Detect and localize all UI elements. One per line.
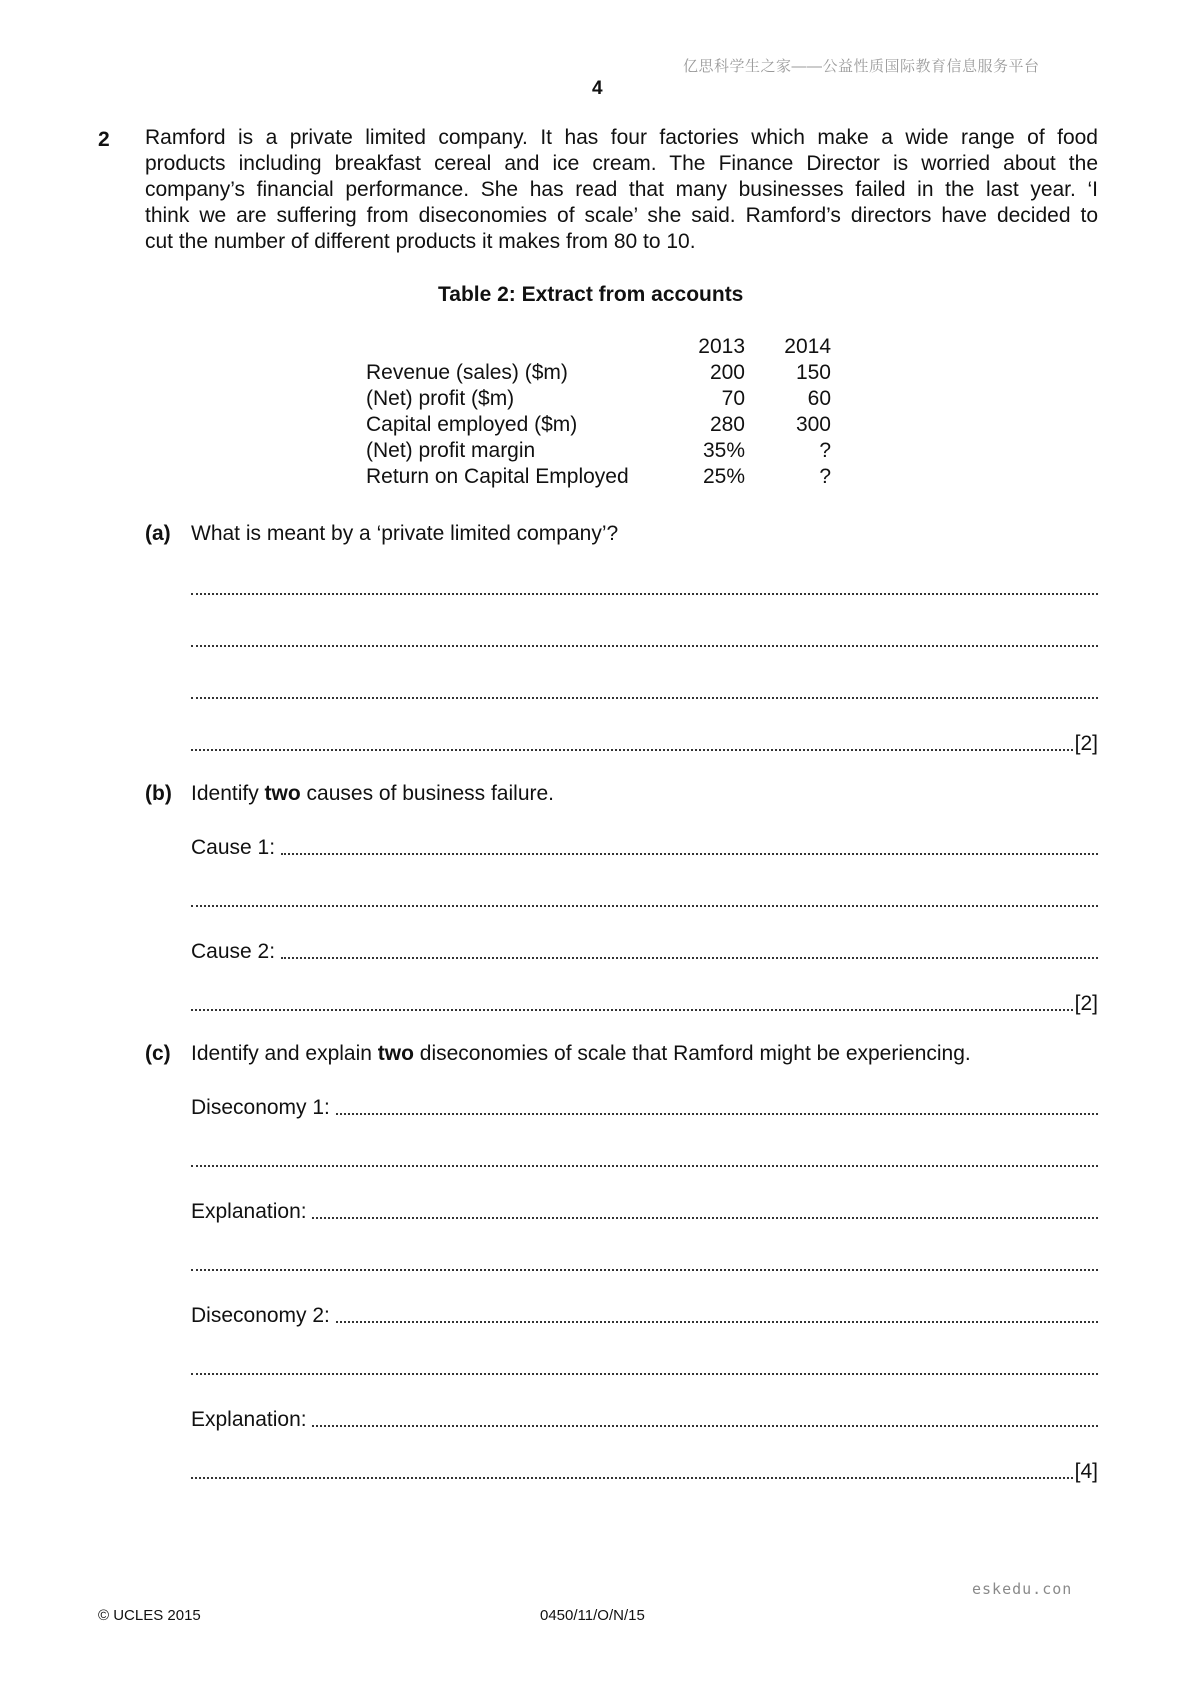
answer-line[interactable] — [191, 1356, 1098, 1380]
question-text: Identify — [191, 782, 265, 805]
marks-label: [2] — [1074, 992, 1098, 1015]
cell-2013: 35% — [702, 439, 745, 462]
answer-line[interactable] — [191, 576, 1098, 600]
intro-line: think we are suffering from diseconomies of scale’ she said. Ramford’s directors have decided to — [145, 204, 1098, 227]
answer-line[interactable] — [191, 1460, 1098, 1484]
diseconomy-2-line[interactable] — [191, 1304, 1098, 1328]
question-emphasis: two — [377, 1042, 414, 1065]
cell-2013: 25% — [702, 465, 745, 488]
table-row — [366, 412, 831, 438]
accounts-table — [366, 334, 831, 490]
line-prefix: Diseconomy 2: — [191, 1304, 336, 1327]
marks-label: [4] — [1074, 1460, 1098, 1483]
intro-line: company’s financial performance. She has read that many businesses failed in the last year. ‘I — [145, 178, 1098, 201]
line-prefix: Diseconomy 1: — [191, 1096, 336, 1119]
year-header: 2013 — [698, 335, 745, 358]
line-prefix: Explanation: — [191, 1200, 313, 1223]
answer-line[interactable] — [191, 888, 1098, 912]
row-label: Capital employed ($m) — [366, 413, 578, 436]
answer-line[interactable] — [191, 1252, 1098, 1276]
explanation-2-line[interactable] — [191, 1408, 1098, 1432]
question-text: Identify and explain — [191, 1042, 378, 1065]
cell-2014: ? — [819, 465, 831, 488]
answer-line[interactable] — [191, 628, 1098, 652]
cell-2013: 70 — [721, 387, 745, 410]
answer-line[interactable] — [191, 732, 1098, 756]
footer-code: 0450/11/O/N/15 — [540, 1607, 645, 1624]
footer-copyright: © UCLES 2015 — [98, 1607, 201, 1624]
question-text: causes of business failure. — [300, 782, 555, 805]
cell-2014: 60 — [807, 387, 831, 410]
row-label: (Net) profit margin — [366, 439, 536, 462]
part-a-label: (a) — [145, 522, 171, 545]
explanation-1-line[interactable] — [191, 1200, 1098, 1224]
line-prefix: Cause 1: — [191, 836, 281, 859]
watermark-bottom: eskedu.con — [972, 1580, 1073, 1598]
cell-2014: 300 — [795, 413, 831, 436]
marks-label: [2] — [1074, 732, 1098, 755]
table-row — [366, 360, 831, 386]
table-row — [366, 438, 831, 464]
intro-line: products including breakfast cereal and ice cream. The Finance Director is worried about the — [145, 152, 1098, 175]
question-intro — [145, 125, 1098, 255]
part-a-question: What is meant by a ‘private limited company’? — [191, 522, 619, 545]
row-label: Return on Capital Employed — [366, 465, 629, 488]
answer-line[interactable] — [191, 992, 1098, 1016]
answer-line[interactable] — [191, 1148, 1098, 1172]
cell-2014: 150 — [795, 361, 831, 384]
cell-2014: ? — [819, 439, 831, 462]
intro-line: Ramford is a private limited company. It has four factories which make a wide range of food — [145, 126, 1098, 149]
cause-1-line[interactable] — [191, 836, 1098, 860]
part-b-label: (b) — [145, 782, 172, 805]
part-b-question — [191, 782, 554, 806]
line-prefix: Cause 2: — [191, 940, 281, 963]
watermark-top: 亿思科学生之家——公益性质国际教育信息服务平台 — [683, 58, 1040, 75]
table-title: Table 2: Extract from accounts — [438, 283, 744, 306]
page-number: 4 — [592, 78, 603, 99]
year-header: 2014 — [784, 335, 831, 358]
table-row — [366, 386, 831, 412]
row-label: Revenue (sales) ($m) — [366, 361, 568, 384]
table-header-row — [366, 334, 831, 360]
line-prefix: Explanation: — [191, 1408, 313, 1431]
question-text: diseconomies of scale that Ramford might be experiencing. — [413, 1042, 971, 1065]
table-row — [366, 464, 831, 490]
cell-2013: 200 — [709, 361, 745, 384]
diseconomy-1-line[interactable] — [191, 1096, 1098, 1120]
row-label: (Net) profit ($m) — [366, 387, 515, 410]
question-emphasis: two — [264, 782, 301, 805]
cell-2013: 280 — [709, 413, 745, 436]
part-c-question — [191, 1042, 971, 1066]
question-number: 2 — [98, 128, 110, 151]
part-c-label: (c) — [145, 1042, 171, 1065]
cause-2-line[interactable] — [191, 940, 1098, 964]
intro-line: cut the number of different products it makes from 80 to 10. — [145, 230, 696, 253]
answer-line[interactable] — [191, 680, 1098, 704]
